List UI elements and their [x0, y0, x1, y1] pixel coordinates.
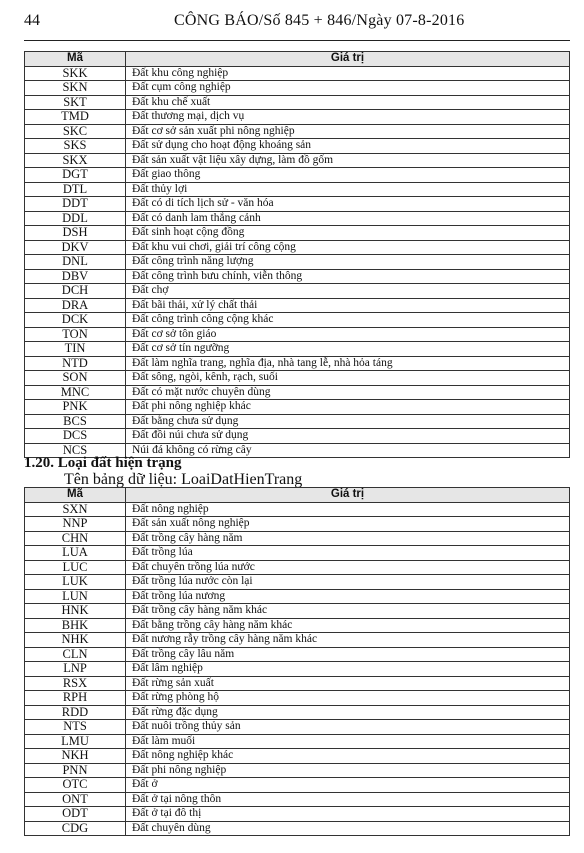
table-row [25, 647, 570, 662]
code-cell: CDG [25, 821, 126, 836]
code-cell: PNK [25, 400, 126, 415]
table-row [25, 763, 570, 778]
code-cell: LNP [25, 662, 126, 677]
value-cell: Đất chuyên dùng [126, 821, 570, 836]
value-cell: Đất cơ sở sản xuất phi nông nghiệp [126, 124, 570, 139]
table-row [25, 778, 570, 793]
value-cell: Đất ở tại nông thôn [126, 792, 570, 807]
table-row [25, 269, 570, 284]
code-cell: RSX [25, 676, 126, 691]
code-cell: MNC [25, 385, 126, 400]
table-row [25, 95, 570, 110]
value-cell: Đất phi nông nghiệp [126, 763, 570, 778]
code-cell: LMU [25, 734, 126, 749]
table-row [25, 284, 570, 299]
value-cell: Đất có di tích lịch sử - văn hóa [126, 197, 570, 212]
land-use-code-table [24, 51, 570, 458]
table-row [25, 255, 570, 270]
value-cell: Đất trồng lúa nước còn lại [126, 575, 570, 590]
table-row [25, 589, 570, 604]
table-row [25, 313, 570, 328]
table-row [25, 720, 570, 735]
table-row [25, 676, 570, 691]
value-cell: Đất khu chế xuất [126, 95, 570, 110]
table-row [25, 182, 570, 197]
value-cell: Đất bằng trồng cây hàng năm khác [126, 618, 570, 633]
code-cell: OTC [25, 778, 126, 793]
code-cell: DNL [25, 255, 126, 270]
value-cell: Núi đá không có rừng cây [126, 443, 570, 458]
table-row [25, 66, 570, 81]
column-header-code: Mã [25, 488, 126, 503]
section-title: 1.20. Loại đất hiện trạng [24, 455, 182, 471]
table-row [25, 517, 570, 532]
code-cell: DTL [25, 182, 126, 197]
code-cell: DKV [25, 240, 126, 255]
code-cell: ONT [25, 792, 126, 807]
code-cell: NHK [25, 633, 126, 648]
value-cell: Đất thương mại, dịch vụ [126, 110, 570, 125]
table-header-row [25, 52, 570, 67]
gazette-title: CÔNG BÁO/Số 845 + 846/Ngày 07-8-2016 [174, 12, 465, 29]
value-cell: Đất làm nghĩa trang, nghĩa địa, nhà tang lễ, nhà hỏa táng [126, 356, 570, 371]
column-header-value: Giá trị [126, 52, 570, 67]
code-cell: DCK [25, 313, 126, 328]
code-cell: TMD [25, 110, 126, 125]
value-cell: Đất lâm nghiệp [126, 662, 570, 677]
code-cell: BHK [25, 618, 126, 633]
table-row [25, 662, 570, 677]
value-cell: Đất khu vui chơi, giải trí công cộng [126, 240, 570, 255]
value-cell: Đất sông, ngòi, kênh, rạch, suối [126, 371, 570, 386]
code-cell: DBV [25, 269, 126, 284]
code-cell: SKK [25, 66, 126, 81]
value-cell: Đất nông nghiệp khác [126, 749, 570, 764]
code-cell: DDT [25, 197, 126, 212]
table-row [25, 298, 570, 313]
table-row [25, 705, 570, 720]
code-cell: SKN [25, 81, 126, 96]
code-cell: RDD [25, 705, 126, 720]
code-cell: TON [25, 327, 126, 342]
table-row [25, 618, 570, 633]
value-cell: Đất làm muối [126, 734, 570, 749]
value-cell: Đất nông nghiệp [126, 502, 570, 517]
page-number: 44 [24, 12, 40, 29]
header-divider [24, 40, 570, 41]
code-cell: NNP [25, 517, 126, 532]
table-row [25, 691, 570, 706]
table-row [25, 807, 570, 822]
value-cell: Đất ở tại đô thị [126, 807, 570, 822]
value-cell: Đất sinh hoạt cộng đồng [126, 226, 570, 241]
code-cell: LUN [25, 589, 126, 604]
table-row [25, 821, 570, 836]
value-cell: Đất rừng sản xuất [126, 676, 570, 691]
code-cell: BCS [25, 414, 126, 429]
code-cell: NTS [25, 720, 126, 735]
table-row [25, 139, 570, 154]
table-row [25, 168, 570, 183]
code-cell: CHN [25, 531, 126, 546]
table-row [25, 400, 570, 415]
table-row [25, 211, 570, 226]
table-row [25, 356, 570, 371]
table-row [25, 240, 570, 255]
code-cell: LUA [25, 546, 126, 561]
table-row [25, 81, 570, 96]
table-row [25, 385, 570, 400]
value-cell: Đất giao thông [126, 168, 570, 183]
value-cell: Đất trồng lúa nương [126, 589, 570, 604]
code-cell: NCS [25, 443, 126, 458]
value-cell: Đất bãi thải, xử lý chất thải [126, 298, 570, 313]
code-cell: NTD [25, 356, 126, 371]
code-cell: PNN [25, 763, 126, 778]
table-row [25, 226, 570, 241]
table-row [25, 342, 570, 357]
value-cell: Đất có danh lam thắng cảnh [126, 211, 570, 226]
table-row [25, 604, 570, 619]
value-cell: Đất sử dụng cho hoạt động khoáng sản [126, 139, 570, 154]
value-cell: Đất sản xuất nông nghiệp [126, 517, 570, 532]
table-body [25, 502, 570, 836]
value-cell: Đất nuôi trồng thủy sản [126, 720, 570, 735]
code-cell: DCH [25, 284, 126, 299]
value-cell: Đất công trình năng lượng [126, 255, 570, 270]
code-cell: SKC [25, 124, 126, 139]
code-cell: DCS [25, 429, 126, 444]
value-cell: Đất bằng chưa sử dụng [126, 414, 570, 429]
value-cell: Đất nương rẫy trồng cây hàng năm khác [126, 633, 570, 648]
code-cell: HNK [25, 604, 126, 619]
code-cell: LUC [25, 560, 126, 575]
table-row [25, 633, 570, 648]
value-cell: Đất rừng phòng hộ [126, 691, 570, 706]
table-row [25, 110, 570, 125]
table-row [25, 124, 570, 139]
table-row [25, 734, 570, 749]
code-cell: RPH [25, 691, 126, 706]
current-land-type-table [24, 487, 570, 836]
code-cell: SKX [25, 153, 126, 168]
table-row [25, 429, 570, 444]
code-cell: TIN [25, 342, 126, 357]
code-cell: SON [25, 371, 126, 386]
table-row [25, 531, 570, 546]
code-cell: SKS [25, 139, 126, 154]
value-cell: Đất khu công nghiệp [126, 66, 570, 81]
table-row [25, 502, 570, 517]
column-header-code: Mã [25, 52, 126, 67]
code-cell: ODT [25, 807, 126, 822]
value-cell: Đất cụm công nghiệp [126, 81, 570, 96]
code-cell: LUK [25, 575, 126, 590]
value-cell: Đất đồi núi chưa sử dụng [126, 429, 570, 444]
code-cell: DGT [25, 168, 126, 183]
table-row [25, 371, 570, 386]
code-cell: DSH [25, 226, 126, 241]
value-cell: Đất trồng cây lâu năm [126, 647, 570, 662]
value-cell: Đất cơ sở tôn giáo [126, 327, 570, 342]
column-header-value: Giá trị [126, 488, 570, 503]
table-row [25, 749, 570, 764]
table-row [25, 153, 570, 168]
value-cell: Đất ở [126, 778, 570, 793]
value-cell: Đất rừng đặc dụng [126, 705, 570, 720]
value-cell: Đất sản xuất vật liệu xây dựng, làm đồ gốm [126, 153, 570, 168]
value-cell: Đất chợ [126, 284, 570, 299]
code-cell: DDL [25, 211, 126, 226]
value-cell: Đất chuyên trồng lúa nước [126, 560, 570, 575]
value-cell: Đất thủy lợi [126, 182, 570, 197]
table-body [25, 66, 570, 458]
table-row [25, 575, 570, 590]
value-cell: Đất công trình bưu chính, viễn thông [126, 269, 570, 284]
value-cell: Đất trồng cây hàng năm [126, 531, 570, 546]
value-cell: Đất có mặt nước chuyên dùng [126, 385, 570, 400]
table-row [25, 560, 570, 575]
code-cell: DRA [25, 298, 126, 313]
value-cell: Đất phi nông nghiệp khác [126, 400, 570, 415]
value-cell: Đất cơ sở tín ngưỡng [126, 342, 570, 357]
section-subtitle: Tên bảng dữ liệu: LoaiDatHienTrang [64, 471, 303, 488]
table-row [25, 197, 570, 212]
table-row [25, 414, 570, 429]
code-cell: NKH [25, 749, 126, 764]
table-row [25, 327, 570, 342]
page-header [24, 10, 570, 40]
table-row [25, 546, 570, 561]
value-cell: Đất trồng cây hàng năm khác [126, 604, 570, 619]
value-cell: Đất trồng lúa [126, 546, 570, 561]
value-cell: Đất công trình công cộng khác [126, 313, 570, 328]
table-header-row [25, 488, 570, 503]
table-row [25, 792, 570, 807]
code-cell: SKT [25, 95, 126, 110]
code-cell: CLN [25, 647, 126, 662]
code-cell: SXN [25, 502, 126, 517]
